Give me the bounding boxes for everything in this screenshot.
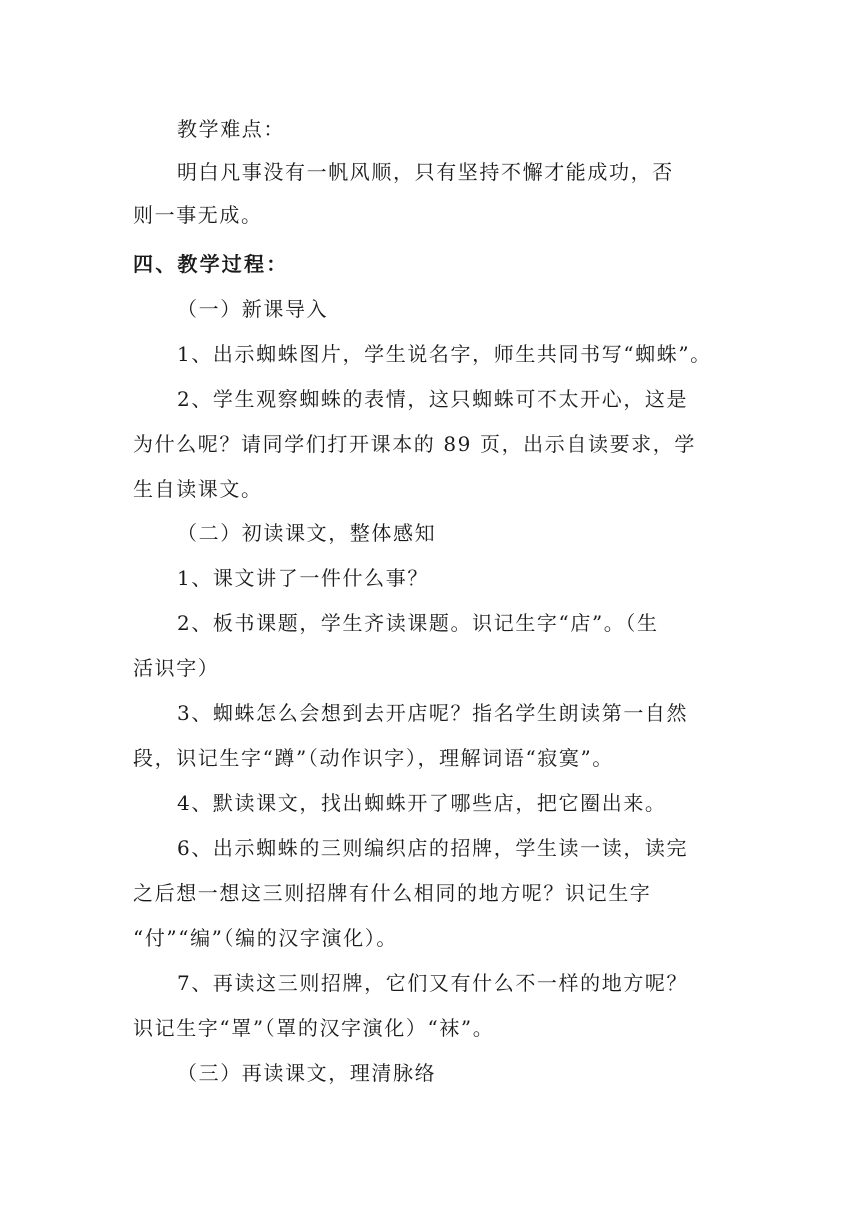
paragraph-line: 7、再读这三则招牌，它们又有什么不一样的地方呢？ (177, 971, 689, 995)
paragraph-line: 2、学生观察蜘蛛的表情，这只蜘蛛可不太开心，这是 (177, 387, 689, 411)
paragraph-line: 之后想一想这三则招牌有什么相同的地方呢？识记生字 (133, 881, 652, 905)
paragraph-line: 为什么呢？请同学们打开课本的 89 页，出示自读要求，学 (133, 432, 696, 456)
paragraph-line: 6、出示蜘蛛的三则编织店的招牌，学生读一读，读完 (177, 836, 689, 860)
difficulty-text-line: 明白凡事没有一帆风顺，只有坚持不懈才能成功，否 (177, 160, 674, 184)
paragraph-line: “付”“编”（编的汉字演化）。 (133, 926, 398, 950)
paragraph-line: 1、课文讲了一件什么事？ (177, 566, 429, 590)
subsection-heading: （一）新课导入 (177, 297, 329, 321)
paragraph-line: 3、蜘蛛怎么会想到去开店呢？指名学生朗读第一自然 (177, 701, 689, 725)
difficulty-text-line: 则一事无成。 (133, 203, 263, 227)
paragraph-line: 活识字） (133, 656, 220, 680)
paragraph-line: 2、板书课题，学生齐读课题。识记生字“店”。（生 (177, 611, 659, 635)
paragraph-line: 段，识记生字“蹲”（动作识字），理解词语“寂寞”。 (133, 746, 614, 770)
section-heading: 四、教学过程： (133, 252, 289, 276)
paragraph-line: 4、默读课文，找出蜘蛛开了哪些店，把它圈出来。 (177, 791, 667, 815)
difficulty-label: 教学难点： (177, 117, 285, 141)
paragraph-line: 1、出示蜘蛛图片，学生说名字，师生共同书写“蜘蛛”。 (177, 342, 712, 366)
subsection-heading: （三）再读课文，理清脉络 (177, 1061, 437, 1085)
paragraph-line: 生自读课文。 (133, 477, 263, 501)
paragraph-line: 识记生字“罩”（罩的汉字演化）“袜”。 (133, 1016, 495, 1040)
subsection-heading: （二）初读课文，整体感知 (177, 521, 437, 545)
